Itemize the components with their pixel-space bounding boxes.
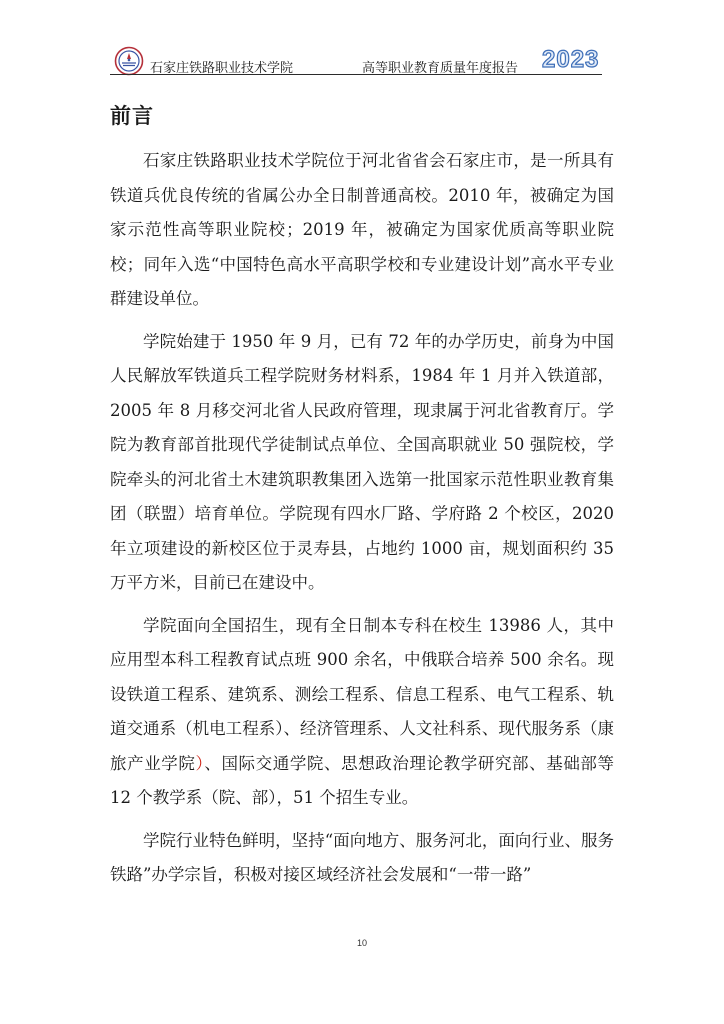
body-text bbox=[110, 144, 614, 901]
highlighted-bracket: ） bbox=[195, 753, 205, 773]
report-title: 高等职业教育质量年度报告 bbox=[362, 60, 519, 75]
page-number: 10 bbox=[356, 938, 367, 948]
paragraph-text: 、国际交通学院、思想政治理论教学研究部、基础部等 12 个教学系（院、部），51 个招生专业。 bbox=[110, 753, 615, 807]
section-heading: 前言 bbox=[110, 104, 154, 128]
paragraph: 石家庄铁路职业技术学院位于河北省省会石家庄市，是一所具有铁道兵优良传统的省属公办全日制普通高校。2010 年，被确定为国家示范性高等职业院校；2019 年，被确定为国家优质高等职业院校；同年入选“中国特色高水平高职学校和专业建设计划”高水平专业群建设单位。 bbox=[110, 151, 614, 308]
report-year: 2023 bbox=[542, 46, 600, 73]
paragraph bbox=[110, 609, 614, 816]
paragraph: 学院行业特色鲜明，坚持“面向地方、服务河北，面向行业、服务铁路”办学宗旨，积极对接区域经济社会发展和“一带一路” bbox=[110, 830, 614, 884]
school-name: 石家庄铁路职业技术学院 bbox=[150, 60, 294, 75]
paragraph: 学院始建于 1950 年 9 月，已有 72 年的办学历史，前身为中国人民解放军铁道兵工程学院财务材料系，1984 年 1 月并入铁道部，2005 年 8 月移交河北省人民政府管理，现隶属于河北省教育厅。学院为教育部首批现代学徒制试点单位、全国高职就业 50 强院校，学院牵头的河北省土木建筑职教集团入选第一批国家示范性职业教育集团（联盟）培育单位。学院现有四水厂路、学府路 2 个校区，2020 年立项建设的新校区位于灵寿县，占地约 1000 亩，规划面积约 35 万平方米，目前已在建设中。 bbox=[110, 331, 614, 592]
header-divider bbox=[110, 74, 602, 75]
paragraph-text: 学院面向全国招生，现有全日制本专科在校生 13986 人，其中应用型本科工程教育试点班 900 余名，中俄联合培养 500 余名。现设铁道工程系、建筑系、测绘工程系、信息工程系、电气工程系、轨道交通系（机电工程系）、经济管理系、人文社科系、现代服务系（康旅产业学院 bbox=[110, 615, 614, 773]
page-header bbox=[110, 40, 602, 80]
school-emblem-icon bbox=[114, 46, 144, 76]
